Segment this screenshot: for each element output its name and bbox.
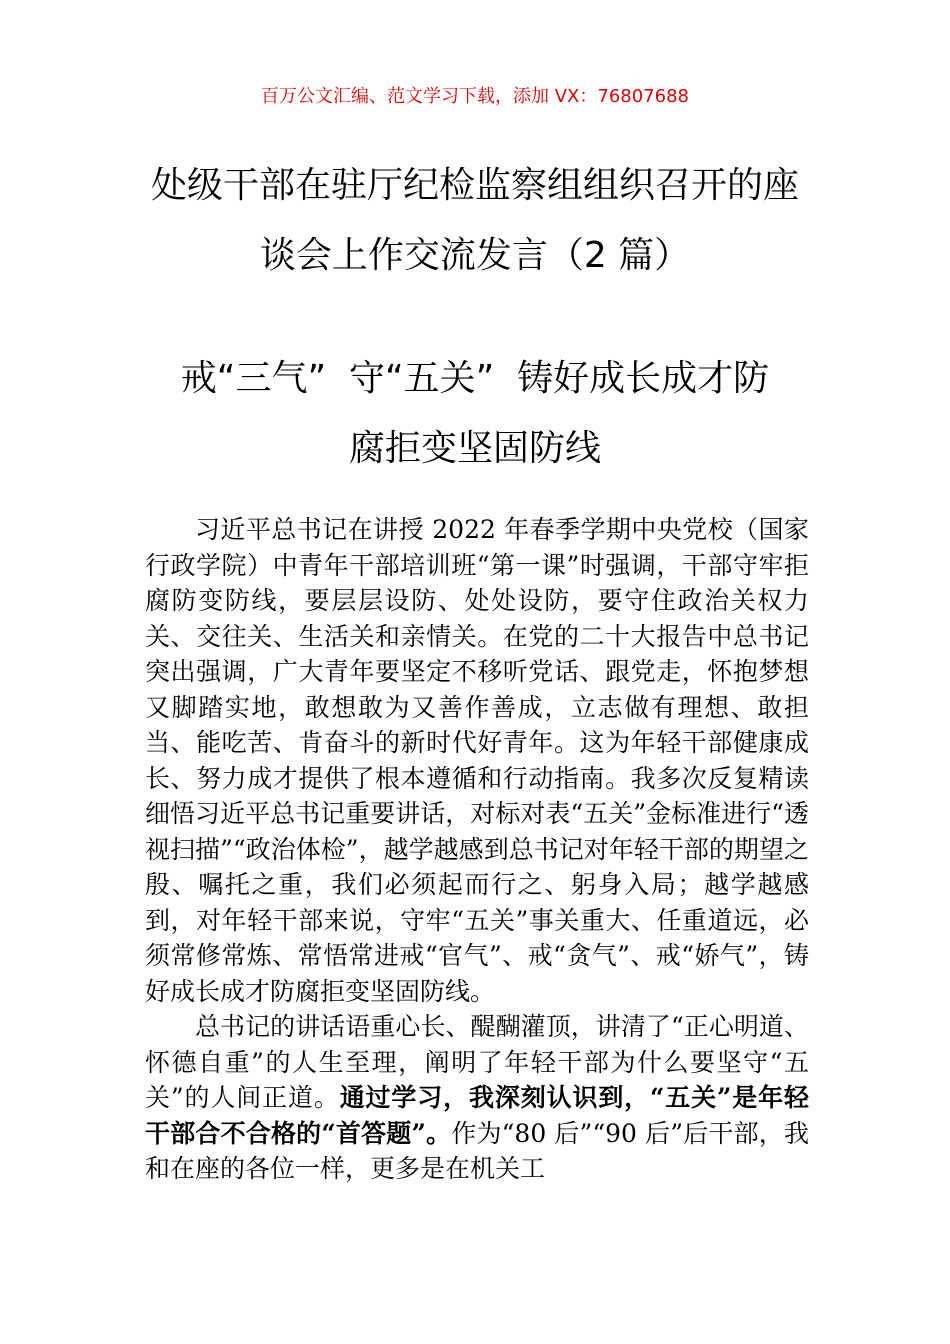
article-body xyxy=(145,512,809,1187)
subtitle-line-2: 腐拒变坚固防线 xyxy=(348,428,601,469)
body-paragraph-1: 习近平总书记在讲授 2022 年春季学期中央党校（国家行政学院）中青年干部培训班“第一课”时强调，干部守牢拒腐防变防线，要层层设防、处处设防，要守住政治关权力关、交往关、生活关和亲情关。在党的二十大报告中总书记突出强调，广大青年要坚定不移听党话、跟党走，怀抱梦想又脚踏实地，敢想敢为又善作善成，立志做有理想、敢担当、能吃苦、肯奋斗的新时代好青年。这为年轻干部健康成长、努力成才提供了根本遵循和行动指南。我多次反复精读细悟习近平总书记重要讲话，对标对表“五关”金标准进行“透视扫描”“政治体检”，越学越感到总书记对年轻干部的期望之殷、嘱托之重，我们必须起而行之、躬身入局；越学越感到，对年轻干部来说，守牢“五关”事关重大、任重道远，必须常修常炼、常悟常进戒“官气”、戒“贪气”、戒“娇气”，铸好成长成才防腐拒变坚固防线。 xyxy=(145,515,809,1006)
article-subtitle xyxy=(100,344,850,484)
main-title-line-2: 谈会上作交流发言（2 篇） xyxy=(259,235,691,276)
paragraph-2-bold-emphasis: 通过学习，我深刻认识到，“五关”是年轻干部合不合格的“首答题”。 xyxy=(145,1083,809,1148)
paragraph-2-text-end: 作为“80 后”“90 后”后干部，我和在座的各位一样，更多是在机关工 xyxy=(145,1118,809,1183)
body-paragraph-2 xyxy=(145,1009,809,1187)
watermark-banner[interactable]: 百万公文汇编、范文学习下载，添加 VX：76807688 xyxy=(261,86,689,107)
paragraph-2-text-start: 总书记的讲话语重心长、醍醐灌顶，讲清了“正心明道、怀德自重”的人生至理，阐明了年轻干部为什么要坚守“五关”的人间正道。 xyxy=(145,1012,809,1112)
main-title xyxy=(100,151,850,291)
main-title-line-1: 处级干部在驻厅纪检监察组组织召开的座 xyxy=(150,165,799,206)
subtitle-line-1: 戒“三气” 守“五关” 铸好成长成才防 xyxy=(180,358,770,399)
